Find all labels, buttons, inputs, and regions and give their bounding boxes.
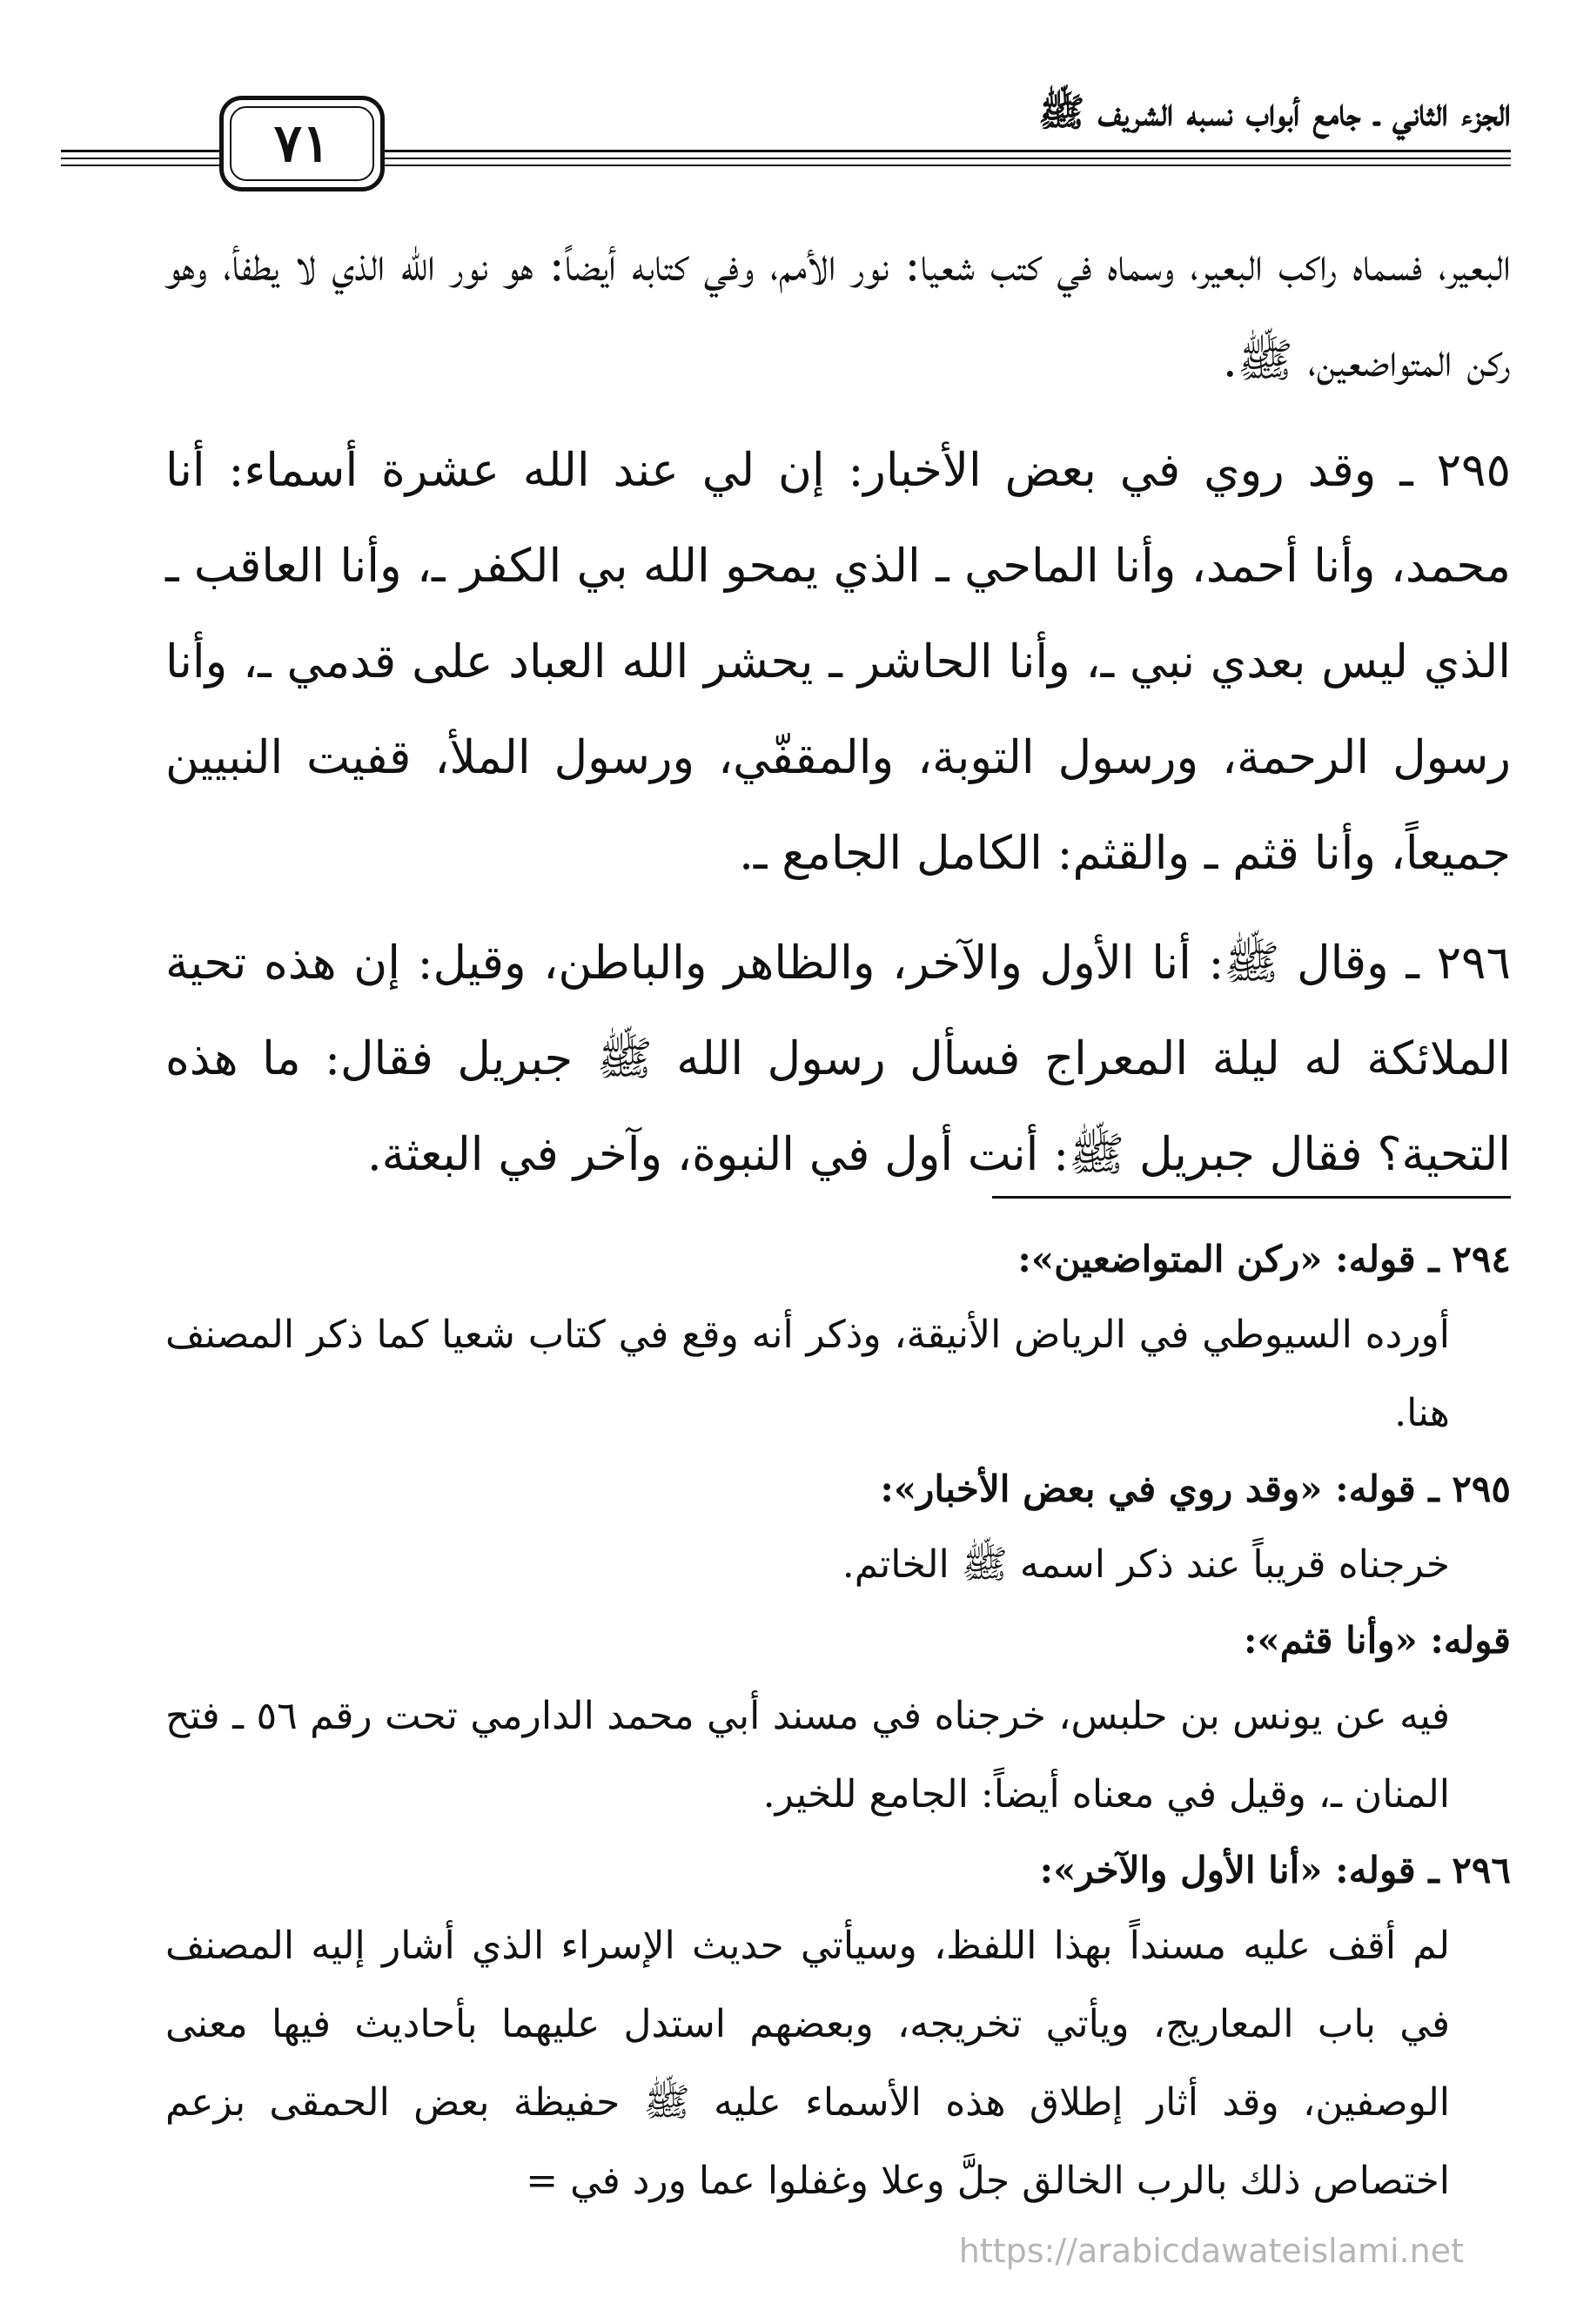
main-paragraph: ٢٩٦ ـ وقال ﷺ: أنا الأول والآخر، والظاهر والباطن، وقيل: إن هذه تحية الملائكة له ليلة المعراج فسأل رسول الله ﷺ جبريل فقال: ما هذه التحية؟ فقال جبريل ﷺ: أنت أول في النبوة، وآخر في البعثة. [165, 937, 1511, 1181]
main-paragraph: البعير، فسماه راكب البعير، وسماه في كتب شعيا: نور الأمم، وفي كتابه أيضاً: هو نور الله الذي لا يطفأ، وهو ركن المتواضعين، ﷺ. [165, 238, 1511, 387]
footnote-heading: قوله: «وأنا قثم»: [1244, 1619, 1511, 1662]
running-header: الجزء الثاني ـ جامع أبواب نسبه الشريف ﷺ [1038, 91, 1511, 135]
footnote-body: لم أقف عليه مسنداً بهذا اللفظ، وسيأتي حديث الإسراء الذي أشار إليه المصنف في باب المعاريج، ويأتي تخريجه، وبعضهم استدل عليهما بأحاديث فيها معنى الوصفين، وقد أثار إطلاق هذه الأسماء عليه ﷺ حفيظة بعض الحمقى بزعم اختصاص ذلك بالرب الخالق جلَّ وعلا وغفلوا عما ورد في = [165, 1924, 1450, 2203]
watermark-url: https://arabicdawateislami.net [958, 2232, 1464, 2270]
page-number-badge [219, 96, 385, 191]
main-paragraph: ٢٩٥ ـ وقد روي في بعض الأخبار: إن لي عند الله عشرة أسماء: أنا محمد، وأنا أحمد، وأنا الماحي ـ الذي يمحو الله بي الكفر ـ، وأنا العاقب ـ الذي ليس بعدي نبي ـ، وأنا الحاشر ـ يحشر الله العباد على قدمي ـ، وأنا رسول الرحمة، ورسول التوبة، والمقفّي، ورسول الملأ، قفيت النبيين جميعاً، وأنا قثم ـ والقثم: الكامل الجامع ـ. [165, 444, 1511, 880]
main-text [165, 218, 1511, 1203]
footnote-body: خرجناه قريباً عند ذكر اسمه ﷺ الخاتم. [842, 1542, 1450, 1587]
footnote-heading: ٢٩٥ ـ قوله: «وقد روي في بعض الأخبار»: [880, 1468, 1511, 1510]
footnote-heading: ٢٩٦ ـ قوله: «أنا الأول والآخر»: [1039, 1849, 1511, 1891]
footnotes [165, 1223, 1511, 2220]
footnote-divider [992, 1196, 1511, 1199]
page-number: ٧١ [273, 113, 331, 174]
footnote-body: أورده السيوطي في الرياض الأنيقة، وذكر أنه وقع في كتاب شعيا كما ذكر المصنف هنا. [165, 1313, 1450, 1435]
footnote-body: فيه عن يونس بن حلبس، خرجناه في مسند أبي محمد الدارمي تحت رقم ٥٦ ـ فتح المنان ـ، وقيل في معناه أيضاً: الجامع للخير. [165, 1694, 1450, 1817]
footnote-heading: ٢٩٤ ـ قوله: «ركن المتواضعين»: [1017, 1238, 1511, 1280]
